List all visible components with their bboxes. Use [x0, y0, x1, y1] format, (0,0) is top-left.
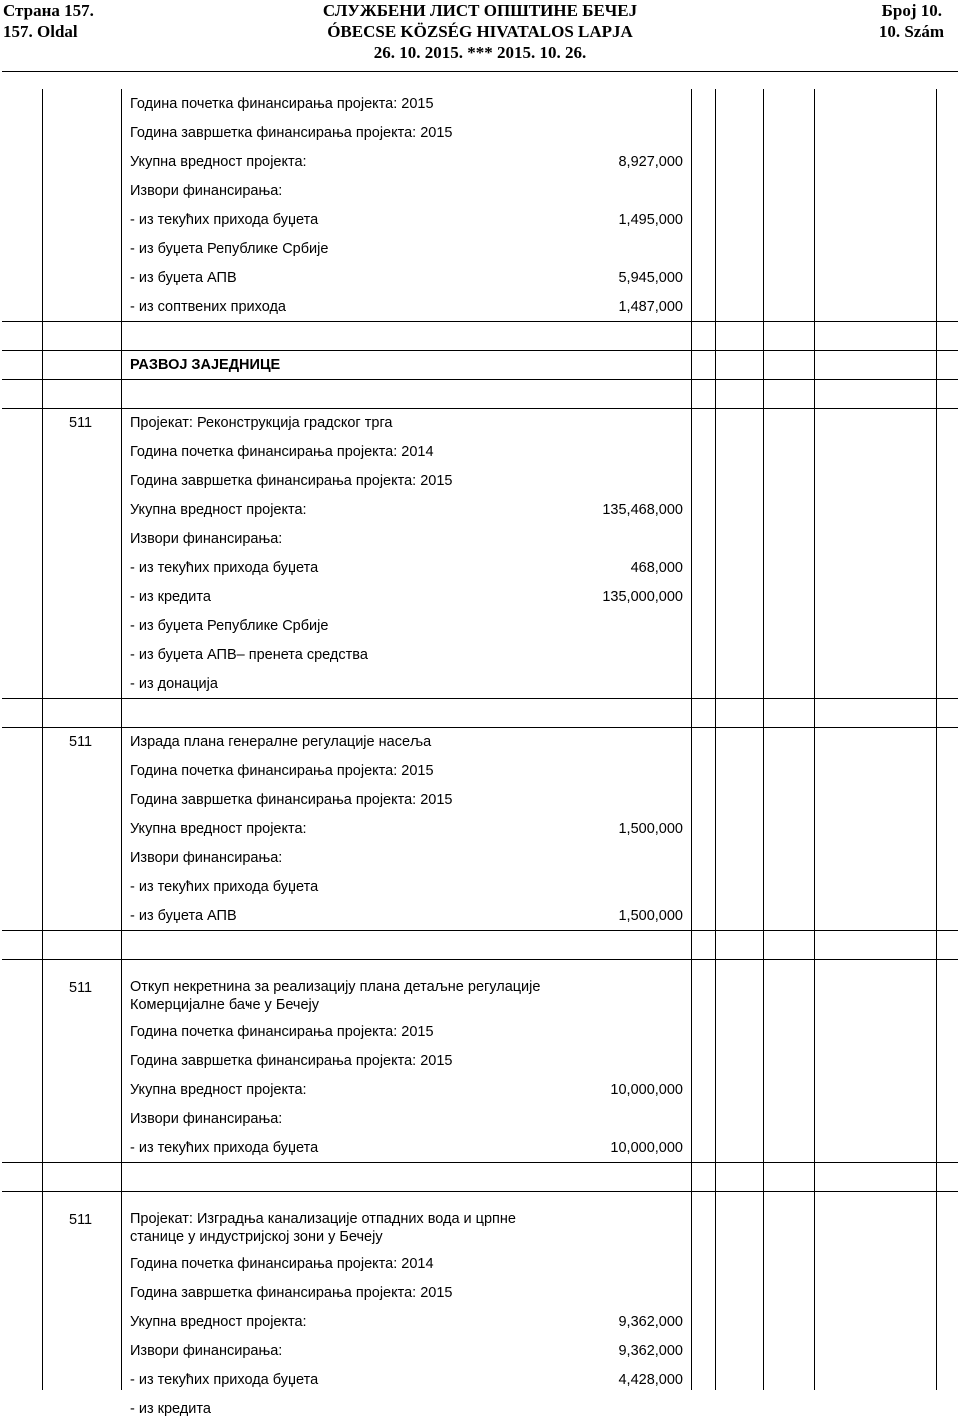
item-amount: 135,000,000: [602, 589, 683, 605]
gazette-title-sr: СЛУЖБЕНИ ЛИСТ ОПШТИНЕ БЕЧЕЈ: [322, 1, 638, 20]
item-description: Откуп некретнина за реализацију плана детаљне регулације Комерцијалне баҹе у Бечеју: [130, 979, 541, 1013]
item-amount: 9,362,000: [618, 1343, 683, 1359]
account-code: 511: [69, 1212, 93, 1228]
item-amount: 8,927,000: [618, 154, 683, 170]
item-description: - из буџета Републике Србије: [130, 241, 329, 257]
issue-number-hu: 10. Szám: [878, 22, 944, 41]
item-description: РАЗВОЈ ЗАЈЕДНИЦЕ: [130, 357, 281, 373]
item-description: Година завршетка финансирања пројекта: 2015: [130, 1285, 453, 1301]
item-description: - из донација: [130, 676, 218, 692]
item-description: Пројекат: Реконструкција градског трга: [130, 415, 393, 431]
item-amount: 1,500,000: [618, 821, 683, 837]
item-description: Укупна вредност пројекта:: [130, 1082, 307, 1098]
item-description: Година завршетка финансирања пројекта: 2015: [130, 125, 453, 141]
item-amount: 9,362,000: [618, 1314, 683, 1330]
item-description: - из текућих прихода буџета: [130, 212, 319, 228]
item-description: - из буџета АПВ– пренета средства: [130, 647, 368, 663]
item-description: Година завршетка финансирања пројекта: 2015: [130, 1053, 453, 1069]
item-amount: 10,000,000: [610, 1140, 683, 1156]
gazette-date: 26. 10. 2015. *** 2015. 10. 26.: [373, 43, 587, 62]
column-rule: [121, 89, 122, 1390]
item-description: Година почетка финансирања пројекта: 2015: [130, 1024, 434, 1040]
item-amount: 135,468,000: [602, 502, 683, 518]
item-description: Пројекат: Изградња канализације отпадних вода и црпне станице у индустријској зони у Бечеју: [130, 1211, 516, 1245]
item-description: - из кредита: [130, 1401, 211, 1417]
column-rule: [42, 89, 43, 1390]
page-number-sr: Страна 157.: [3, 1, 94, 20]
item-description: Израда плана генералне регулације насеља: [130, 734, 432, 750]
item-description: - из буџета Републике Србије: [130, 618, 329, 634]
item-description: Година завршетка финансирања пројекта: 2015: [130, 792, 453, 808]
item-description: Година почетка финансирања пројекта: 2015: [130, 763, 434, 779]
account-code: 511: [69, 733, 93, 750]
item-amount: 5,945,000: [618, 270, 683, 286]
page-header: [0, 0, 960, 72]
item-description: - из кредита: [130, 589, 211, 605]
item-description: Укупна вредност пројекта:: [130, 154, 307, 170]
account-code: 511: [69, 980, 93, 996]
item-description: - из текућих прихода буџета: [130, 1140, 319, 1156]
gazette-title-hu: ÓBECSE KÖZSÉG HIVATALOS LAPJA: [327, 22, 633, 41]
item-description: - из буџета АПВ: [130, 908, 237, 924]
item-description: Укупна вредност пројекта:: [130, 821, 307, 837]
item-amount: 1,495,000: [618, 212, 683, 228]
column-rule: [715, 89, 716, 1390]
column-rule: [763, 89, 764, 1390]
page-number-hu: 157. Oldal: [3, 22, 78, 41]
item-description: - из текућих прихода буџета: [130, 879, 319, 895]
item-description: Укупна вредност пројекта:: [130, 502, 307, 518]
item-description: Укупна вредност пројекта:: [130, 1314, 307, 1330]
item-description: Извори финансирања:: [130, 531, 283, 547]
item-description: Извори финансирања:: [130, 183, 283, 199]
item-description: Извори финансирања:: [130, 1343, 283, 1359]
item-amount: 10,000,000: [610, 1082, 683, 1098]
item-description: - из соптвених прихода: [130, 299, 286, 315]
item-amount: 4,428,000: [618, 1372, 683, 1388]
header-rule: [2, 71, 958, 72]
item-description: Година почетка финансирања пројекта: 2014: [130, 1256, 434, 1272]
item-description: Извори финансирања:: [130, 1111, 283, 1127]
item-description: Година завршетка финансирања пројекта: 2015: [130, 473, 453, 489]
item-amount: 1,500,000: [618, 908, 683, 924]
column-rule: [691, 89, 692, 1390]
item-description: - из текућих прихода буџета: [130, 1372, 319, 1388]
item-description: Година почетка финансирања пројекта: 2014: [130, 444, 434, 460]
item-description: - из текућих прихода буџета: [130, 560, 319, 576]
issue-number-sr: Број 10.: [881, 1, 942, 20]
item-description: Година почетка финансирања пројекта: 2015: [130, 96, 434, 112]
item-amount: 1,487,000: [618, 299, 683, 315]
item-description: Извори финансирања:: [130, 850, 283, 866]
account-code: 511: [69, 414, 93, 431]
column-rule: [814, 89, 815, 1390]
item-description: - из буџета АПВ: [130, 270, 237, 286]
column-rule: [936, 89, 937, 1390]
item-amount: 468,000: [630, 560, 683, 576]
